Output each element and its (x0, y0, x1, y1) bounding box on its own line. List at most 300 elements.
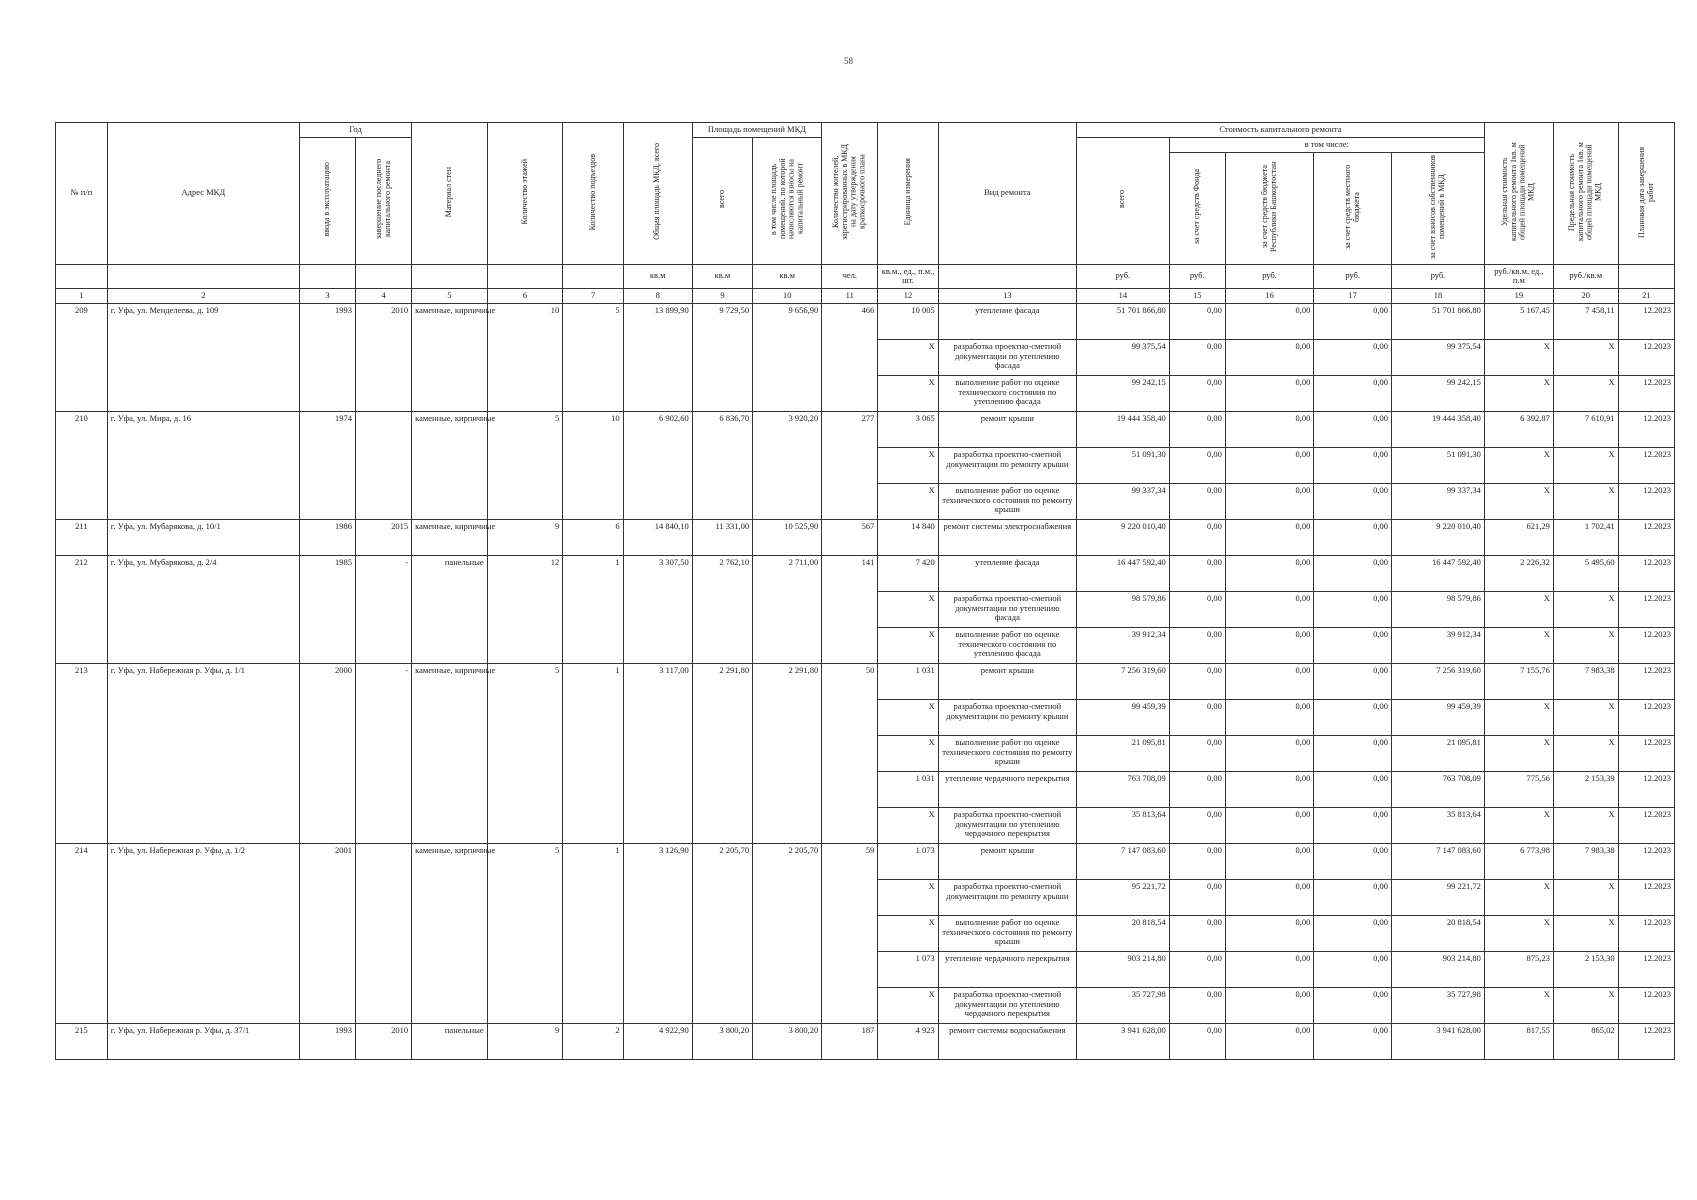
work-unit: X (878, 483, 938, 519)
header-cost-republic: за счет средств бюджета Республики Башкортостан (1259, 161, 1278, 252)
work-type: ремонт крыши (938, 843, 1076, 879)
specific-cost: X (1484, 375, 1553, 411)
cost-local: 0,00 (1314, 771, 1392, 807)
completion-date: 12.2023 (1618, 447, 1674, 483)
column-index: 8 (623, 289, 692, 304)
commission-year: 1993 (299, 303, 355, 411)
floors-count: 5 (487, 411, 563, 519)
column-index: 4 (356, 289, 412, 304)
unit-cost-total: руб. (1076, 264, 1169, 289)
unit-cost-owners: руб. (1392, 264, 1485, 289)
header-premises-group: Площадь помещений МКД (692, 123, 822, 138)
cost-local: 0,00 (1314, 735, 1392, 771)
last-repair-year: - (356, 555, 412, 663)
cost-owners: 51 701 866,80 (1392, 303, 1485, 339)
unit-specific-cost: руб./кв.м, ед., п.м (1484, 264, 1553, 289)
cost-owners: 99 221,72 (1392, 879, 1485, 915)
cost-republic: 0,00 (1225, 375, 1314, 411)
cost-local: 0,00 (1314, 627, 1392, 663)
page-number: 58 (844, 56, 853, 66)
work-type: ремонт крыши (938, 663, 1076, 699)
work-unit: 14 840 (878, 519, 938, 555)
header-completion-date: Плановая дата завершения работ (1636, 146, 1655, 238)
entrances-count: 10 (563, 411, 623, 519)
residential-area: 2 711,00 (753, 555, 822, 663)
table-row (56, 519, 1675, 555)
table-row (56, 555, 1675, 591)
cost-republic: 0,00 (1225, 843, 1314, 879)
cost-total: 3 941 628,00 (1076, 1023, 1169, 1059)
cost-total: 35 813,64 (1076, 807, 1169, 843)
cost-local: 0,00 (1314, 339, 1392, 375)
cost-republic: 0,00 (1225, 915, 1314, 951)
cost-fund: 0,00 (1169, 915, 1225, 951)
cost-local: 0,00 (1314, 915, 1392, 951)
specific-cost: 621,29 (1484, 519, 1553, 555)
cost-republic: 0,00 (1225, 447, 1314, 483)
max-cost: X (1553, 879, 1618, 915)
cost-owners: 51 091,30 (1392, 447, 1485, 483)
column-index: 6 (487, 289, 563, 304)
entrances-count: 1 (563, 663, 623, 843)
last-repair-year (356, 843, 412, 1023)
completion-date: 12.2023 (1618, 843, 1674, 879)
wall-material: каменные, кирпичные (412, 843, 488, 1023)
work-type: разработка проектно-сметной документации по ремонту крыши (938, 879, 1076, 915)
column-index: 1 (56, 289, 108, 304)
column-index: 9 (692, 289, 752, 304)
column-index: 20 (1553, 289, 1618, 304)
total-area: 13 899,90 (623, 303, 692, 411)
work-unit: 7 420 (878, 555, 938, 591)
unit-residents: чел. (822, 264, 878, 289)
completion-date: 12.2023 (1618, 591, 1674, 627)
column-index: 13 (938, 289, 1076, 304)
cost-owners: 763 708,09 (1392, 771, 1485, 807)
column-index-row (56, 289, 1675, 304)
cost-local: 0,00 (1314, 879, 1392, 915)
specific-cost: X (1484, 915, 1553, 951)
entrances-count: 1 (563, 843, 623, 1023)
house-address: г. Уфа, ул. Набережная р. Уфы, д. 1/1 (107, 663, 299, 843)
max-cost: 7 983,38 (1553, 843, 1618, 879)
completion-date: 12.2023 (1618, 915, 1674, 951)
cost-total: 51 091,30 (1076, 447, 1169, 483)
cost-local: 0,00 (1314, 375, 1392, 411)
cost-owners: 7 256 319,60 (1392, 663, 1485, 699)
cost-fund: 0,00 (1169, 375, 1225, 411)
floors-count: 12 (487, 555, 563, 663)
work-type: выполнение работ по оценке технического состояния по ремонту крыши (938, 483, 1076, 519)
cost-total: 39 912,34 (1076, 627, 1169, 663)
header-year-commission: ввода в эксплуатацию (322, 161, 332, 237)
cost-local: 0,00 (1314, 663, 1392, 699)
work-type: разработка проектно-сметной документации по утеплению фасада (938, 591, 1076, 627)
header-year-last-repair: завершение последнего капитального ремонта (373, 159, 392, 240)
completion-date: 12.2023 (1618, 879, 1674, 915)
cost-republic: 0,00 (1225, 339, 1314, 375)
column-index: 11 (822, 289, 878, 304)
work-type: выполнение работ по оценке технического состояния по ремонту крыши (938, 735, 1076, 771)
cost-fund: 0,00 (1169, 411, 1225, 447)
last-repair-year: 2015 (356, 519, 412, 555)
work-unit: 1 031 (878, 663, 938, 699)
cost-local: 0,00 (1314, 699, 1392, 735)
specific-cost: X (1484, 735, 1553, 771)
house-address: г. Уфа, ул. Мира, д. 16 (107, 411, 299, 519)
work-type: разработка проектно-сметной документации по утеплению чердачного перекрытия (938, 987, 1076, 1023)
cost-republic: 0,00 (1225, 663, 1314, 699)
commission-year: 1974 (299, 411, 355, 519)
completion-date: 12.2023 (1618, 699, 1674, 735)
cost-owners: 99 459,39 (1392, 699, 1485, 735)
work-unit: X (878, 987, 938, 1023)
table-row (56, 663, 1675, 699)
house-number: 210 (56, 411, 108, 519)
cost-local: 0,00 (1314, 951, 1392, 987)
column-index: 17 (1314, 289, 1392, 304)
cost-local: 0,00 (1314, 447, 1392, 483)
cost-total: 98 579,86 (1076, 591, 1169, 627)
column-index: 21 (1618, 289, 1674, 304)
specific-cost: 2 226,32 (1484, 555, 1553, 591)
specific-cost: 6 392,87 (1484, 411, 1553, 447)
cost-fund: 0,00 (1169, 699, 1225, 735)
max-cost: X (1553, 987, 1618, 1023)
header-unit: Единица измерения (902, 158, 912, 226)
completion-date: 12.2023 (1618, 951, 1674, 987)
cost-fund: 0,00 (1169, 951, 1225, 987)
completion-date: 12.2023 (1618, 987, 1674, 1023)
specific-cost: X (1484, 483, 1553, 519)
specific-cost: 817,55 (1484, 1023, 1553, 1059)
column-index: 12 (878, 289, 938, 304)
total-area: 4 922,90 (623, 1023, 692, 1059)
max-cost: X (1553, 735, 1618, 771)
cost-total: 903 214,80 (1076, 951, 1169, 987)
residential-area: 2 205,70 (753, 843, 822, 1023)
commission-year: 2001 (299, 843, 355, 1023)
work-unit: 1 073 (878, 843, 938, 879)
cost-fund: 0,00 (1169, 771, 1225, 807)
house-address: г. Уфа, ул. Менделеева, д. 109 (107, 303, 299, 411)
column-index: 19 (1484, 289, 1553, 304)
wall-material: панельные (412, 1023, 488, 1059)
completion-date: 12.2023 (1618, 339, 1674, 375)
specific-cost: X (1484, 879, 1553, 915)
completion-date: 12.2023 (1618, 519, 1674, 555)
floors-count: 5 (487, 663, 563, 843)
table-row (56, 411, 1675, 447)
work-unit: X (878, 339, 938, 375)
max-cost: X (1553, 627, 1618, 663)
max-cost: X (1553, 591, 1618, 627)
entrances-count: 5 (563, 303, 623, 411)
house-number: 214 (56, 843, 108, 1023)
cost-owners: 20 818,54 (1392, 915, 1485, 951)
specific-cost: 775,56 (1484, 771, 1553, 807)
header-entrances: Количество подъездов (587, 153, 597, 231)
completion-date: 12.2023 (1618, 1023, 1674, 1059)
house-number: 213 (56, 663, 108, 843)
cost-owners: 98 579,86 (1392, 591, 1485, 627)
house-number: 211 (56, 519, 108, 555)
residential-area: 2 291,80 (753, 663, 822, 843)
work-type: утепление фасада (938, 303, 1076, 339)
work-unit: 10 005 (878, 303, 938, 339)
cost-local: 0,00 (1314, 843, 1392, 879)
completion-date: 12.2023 (1618, 807, 1674, 843)
cost-total: 16 447 592,40 (1076, 555, 1169, 591)
wall-material: каменные, кирпичные (412, 519, 488, 555)
unit-cost-fund: руб. (1169, 264, 1225, 289)
cost-republic: 0,00 (1225, 1023, 1314, 1059)
cost-owners: 99 242,15 (1392, 375, 1485, 411)
premises-area: 2 291,80 (692, 663, 752, 843)
completion-date: 12.2023 (1618, 627, 1674, 663)
column-index: 18 (1392, 289, 1485, 304)
cost-total: 9 220 010,40 (1076, 519, 1169, 555)
work-unit: X (878, 447, 938, 483)
work-type: утепление чердачного перекрытия (938, 771, 1076, 807)
cost-fund: 0,00 (1169, 843, 1225, 879)
house-number: 215 (56, 1023, 108, 1059)
cost-owners: 19 444 358,40 (1392, 411, 1485, 447)
cost-republic: 0,00 (1225, 951, 1314, 987)
work-type: ремонт системы водоснабжения (938, 1023, 1076, 1059)
column-index: 10 (753, 289, 822, 304)
unit-max-cost: руб./кв.м (1553, 264, 1618, 289)
unit-cost-republic: руб. (1225, 264, 1314, 289)
work-type: выполнение работ по оценке технического состояния по утеплению фасада (938, 627, 1076, 663)
residential-area: 3 800,20 (753, 1023, 822, 1059)
cost-total: 21 095,81 (1076, 735, 1169, 771)
max-cost: 5 495,60 (1553, 555, 1618, 591)
cost-republic: 0,00 (1225, 987, 1314, 1023)
residential-area: 3 920,20 (753, 411, 822, 519)
column-index: 7 (563, 289, 623, 304)
header-residents: Количество жителей, зарегистрированных в МКД на дату утверждения краткосрочного плана (831, 143, 867, 240)
cost-republic: 0,00 (1225, 627, 1314, 663)
commission-year: 1986 (299, 519, 355, 555)
cost-owners: 35 727,98 (1392, 987, 1485, 1023)
residential-area: 10 525,90 (753, 519, 822, 555)
cost-fund: 0,00 (1169, 807, 1225, 843)
total-area: 3 126,90 (623, 843, 692, 1023)
completion-date: 12.2023 (1618, 483, 1674, 519)
work-type: ремонт крыши (938, 411, 1076, 447)
header-total-area: Общая площадь МКД, всего (652, 143, 662, 241)
commission-year: 2000 (299, 663, 355, 843)
header-cost-local: за счет средств местного бюджета (1342, 164, 1361, 249)
residents-count: 59 (822, 843, 878, 1023)
cost-fund: 0,00 (1169, 483, 1225, 519)
work-type: выполнение работ по оценке технического состояния по утеплению фасада (938, 375, 1076, 411)
work-type: разработка проектно-сметной документации по утеплению фасада (938, 339, 1076, 375)
specific-cost: 7 155,76 (1484, 663, 1553, 699)
max-cost: 7 983,38 (1553, 663, 1618, 699)
total-area: 14 840,10 (623, 519, 692, 555)
header-cost-group: Стоимость капитального ремонта (1076, 123, 1484, 138)
specific-cost: 6 773,98 (1484, 843, 1553, 879)
header-premises-total: всего (717, 190, 727, 209)
residents-count: 567 (822, 519, 878, 555)
cost-fund: 0,00 (1169, 303, 1225, 339)
work-type: выполнение работ по оценке технического состояния по ремонту крыши (938, 915, 1076, 951)
work-type: разработка проектно-сметной документации по ремонту крыши (938, 447, 1076, 483)
work-unit: X (878, 915, 938, 951)
specific-cost: X (1484, 447, 1553, 483)
residents-count: 277 (822, 411, 878, 519)
total-area: 3 117,00 (623, 663, 692, 843)
header-address: Адрес МКД (107, 123, 299, 265)
work-type: утепление фасада (938, 555, 1076, 591)
house-address: г. Уфа, ул. Набережная р. Уфы, д. 37/1 (107, 1023, 299, 1059)
commission-year: 1985 (299, 555, 355, 663)
cost-republic: 0,00 (1225, 555, 1314, 591)
max-cost: 865,02 (1553, 1023, 1618, 1059)
max-cost: X (1553, 807, 1618, 843)
residents-count: 50 (822, 663, 878, 843)
completion-date: 12.2023 (1618, 303, 1674, 339)
specific-cost: X (1484, 591, 1553, 627)
total-area: 6 902,60 (623, 411, 692, 519)
cost-owners: 903 214,80 (1392, 951, 1485, 987)
wall-material: каменные, кирпичные (412, 663, 488, 843)
cost-owners: 99 375,54 (1392, 339, 1485, 375)
wall-material: каменные, кирпичные (412, 411, 488, 519)
residents-count: 141 (822, 555, 878, 663)
specific-cost: 5 167,45 (1484, 303, 1553, 339)
unit-cost-local: руб. (1314, 264, 1392, 289)
cost-republic: 0,00 (1225, 735, 1314, 771)
table-row (56, 1023, 1675, 1059)
cost-local: 0,00 (1314, 807, 1392, 843)
cost-owners: 35 813,64 (1392, 807, 1485, 843)
max-cost: 7 610,91 (1553, 411, 1618, 447)
cost-owners: 21 095,81 (1392, 735, 1485, 771)
unit-unit: кв.м., ед., п.м., шт. (878, 264, 938, 289)
column-index: 16 (1225, 289, 1314, 304)
cost-fund: 0,00 (1169, 447, 1225, 483)
house-number: 209 (56, 303, 108, 411)
floors-count: 9 (487, 519, 563, 555)
header-work-type: Вид ремонта (938, 123, 1076, 265)
last-repair-year (356, 411, 412, 519)
header-cost-total: всего (1117, 190, 1127, 209)
commission-year: 1993 (299, 1023, 355, 1059)
specific-cost: X (1484, 807, 1553, 843)
cost-local: 0,00 (1314, 555, 1392, 591)
unit-premises-residential: кв.м (753, 264, 822, 289)
work-type: разработка проектно-сметной документации по ремонту крыши (938, 699, 1076, 735)
floors-count: 10 (487, 303, 563, 411)
column-index: 2 (107, 289, 299, 304)
cost-republic: 0,00 (1225, 519, 1314, 555)
floors-count: 5 (487, 843, 563, 1023)
max-cost: 2 153,39 (1553, 771, 1618, 807)
specific-cost: X (1484, 699, 1553, 735)
max-cost: 2 153,30 (1553, 951, 1618, 987)
work-unit: X (878, 879, 938, 915)
cost-fund: 0,00 (1169, 591, 1225, 627)
work-unit: X (878, 807, 938, 843)
cost-total: 51 701 866,80 (1076, 303, 1169, 339)
cost-local: 0,00 (1314, 591, 1392, 627)
completion-date: 12.2023 (1618, 771, 1674, 807)
wall-material: каменные, кирпичные (412, 303, 488, 411)
cost-local: 0,00 (1314, 411, 1392, 447)
cost-total: 19 444 358,40 (1076, 411, 1169, 447)
premises-area: 11 331,00 (692, 519, 752, 555)
specific-cost: X (1484, 627, 1553, 663)
work-type: утепление чердачного перекрытия (938, 951, 1076, 987)
cost-local: 0,00 (1314, 987, 1392, 1023)
cost-fund: 0,00 (1169, 987, 1225, 1023)
cost-republic: 0,00 (1225, 591, 1314, 627)
header-cost-owners: за счет взносов собственников помещений в МКД (1428, 154, 1446, 259)
cost-owners: 99 337,34 (1392, 483, 1485, 519)
cost-owners: 16 447 592,40 (1392, 555, 1485, 591)
cost-fund: 0,00 (1169, 519, 1225, 555)
cost-fund: 0,00 (1169, 627, 1225, 663)
cost-fund: 0,00 (1169, 735, 1225, 771)
cost-total: 99 337,34 (1076, 483, 1169, 519)
completion-date: 12.2023 (1618, 555, 1674, 591)
cost-total: 99 242,15 (1076, 375, 1169, 411)
cost-fund: 0,00 (1169, 339, 1225, 375)
max-cost: 7 458,11 (1553, 303, 1618, 339)
cost-total: 99 375,54 (1076, 339, 1169, 375)
cost-total: 95 221,72 (1076, 879, 1169, 915)
residential-area: 9 656,90 (753, 303, 822, 411)
max-cost: X (1553, 699, 1618, 735)
entrances-count: 2 (563, 1023, 623, 1059)
specific-cost: X (1484, 339, 1553, 375)
premises-area: 3 800,20 (692, 1023, 752, 1059)
header-specific-cost: Удельная стоимость капитального ремонта 1кв. м общей площади помещений МКД (1500, 142, 1536, 242)
work-unit: 3 065 (878, 411, 938, 447)
premises-area: 6 836,70 (692, 411, 752, 519)
residents-count: 466 (822, 303, 878, 411)
cost-total: 35 727,98 (1076, 987, 1169, 1023)
total-area: 3 307,50 (623, 555, 692, 663)
specific-cost: X (1484, 987, 1553, 1023)
table-body (56, 303, 1675, 1059)
cost-local: 0,00 (1314, 483, 1392, 519)
header-num: № п/п (56, 123, 108, 265)
last-repair-year: 2010 (356, 1023, 412, 1059)
specific-cost: 875,23 (1484, 951, 1553, 987)
column-index: 5 (412, 289, 488, 304)
header-cost-including: в том числе: (1169, 137, 1484, 152)
unit-premises-total: кв.м (692, 264, 752, 289)
column-index: 14 (1076, 289, 1169, 304)
house-address: г. Уфа, ул. Мубарякова, д. 2/4 (107, 555, 299, 663)
table-row (56, 843, 1675, 879)
cost-republic: 0,00 (1225, 303, 1314, 339)
cost-republic: 0,00 (1225, 483, 1314, 519)
completion-date: 12.2023 (1618, 735, 1674, 771)
table-row (56, 303, 1675, 339)
work-type: ремонт системы электроснабжения (938, 519, 1076, 555)
cost-fund: 0,00 (1169, 663, 1225, 699)
premises-area: 9 729,50 (692, 303, 752, 411)
cost-fund: 0,00 (1169, 555, 1225, 591)
column-index: 15 (1169, 289, 1225, 304)
cost-local: 0,00 (1314, 1023, 1392, 1059)
entrances-count: 6 (563, 519, 623, 555)
